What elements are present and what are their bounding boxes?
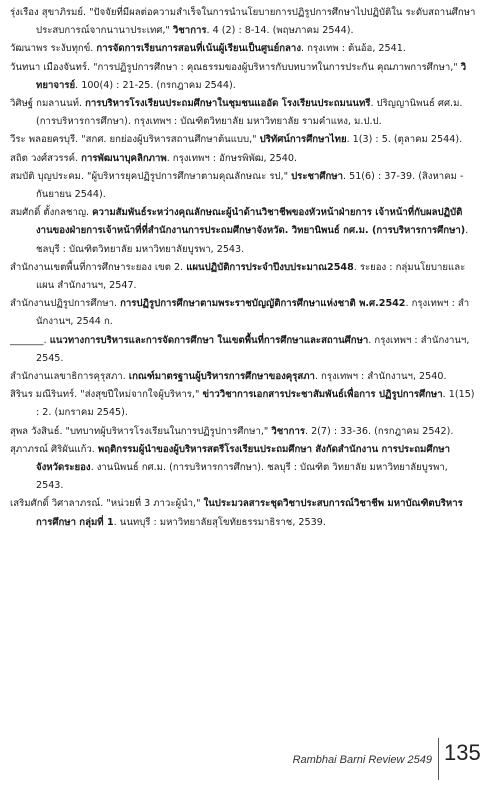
footer-divider <box>438 738 439 780</box>
reference-entry: วันทนา เมืองจันทร์. "การปฏิรูปการศึกษา : คุณธรรมของผู้บริหารกับบทบาทในการประกัน คุณภาพการศึกษา," วิทยาจารย์. 100(4) : 21-25. (กรกฎาคม 2544). <box>10 61 467 91</box>
reference-entry: วีระ พลอยครบุรี. "สกศ. ยกย่องผู้บริหารสถานศึกษาต้นแบบ," ปริทัศน์การศึกษาไทย. 1(3) : 5. (ตุลาคม 2544). <box>10 134 463 146</box>
reference-entry: รุ่งเรือง สุขาภิรมย์. "ปัจจัยที่มีผลต่อความสำเร็จในการนำนโยบายการปฏิรูปการศึกษาไปปฏิบัติใน ระดับสถานศึกษาประสบการณ์จากนานาประเทศ," วิชาการ. 4 (2) : 8-14. (พฤษภาคม 2544). <box>10 7 476 37</box>
page-number: 135 <box>444 740 481 765</box>
reference-entry: สิรินร มณีรินทร์. "ส่งสุขปีใหม่จากใจผู้บริหาร," ข่าววิชาการเอกสารประชาสัมพันธ์เพื่อการ ปฏิรูปการศึกษา. 1(15) : 2. (มกราคม 2545). <box>10 389 475 419</box>
reference-entry: สุภาภรณ์ ศิริผันแก้ว. พฤติกรรมผู้นำของผู้บริหารสตรีโรงเรียนประถมศึกษา สังกัดสำนักงาน การประถมศึกษาจังหวัดระยอง. งานนิพนธ์ กศ.ม. (การบริหารการศึกษา). ชลบุรี : บัณฑิต วิทยาลัย มหาวิทยาลัยบูรพา, 2543. <box>10 443 450 492</box>
reference-entry: สถิต วงศ์สวรรค์. การพัฒนาบุคลิกภาพ. กรุงเทพฯ : อักษรพิพัฒ, 2540. <box>10 152 298 164</box>
reference-entry: สุพล วังสินธ์. "บทบาทผู้บริหารโรงเรียนในการปฏิรูปการศึกษา," วิชาการ. 2(7) : 33-36. (กรกฎาคม 2542). <box>10 425 454 437</box>
reference-entry: สำนักงานเขตพื้นที่การศึกษาระยอง เขต 2. แผนปฏิบัติการประจำปีงบประมาณ2548. ระยอง : กลุ่มนโยบายและแผน สำนักงานฯ, 2547. <box>10 261 466 292</box>
reference-entry: สำนักงานปฏิรูปการศึกษา. การปฏิรูปการศึกษาตามพระราชบัญญัติการศึกษาแห่งชาติ พ.ศ.2542. กรุงเทพฯ : สำนักงานฯ, 2544 ก. <box>10 298 470 328</box>
reference-entry: สำนักงานเลขาธิการคุรุสภา. เกณฑ์มาตรฐานผู้บริหารการศึกษาของคุรุสภา. กรุงเทพฯ : สำนักงานฯ, 2540. <box>10 371 447 383</box>
journal-footer: Rambhai Barni Review 2549 <box>292 754 432 766</box>
reference-entry: สมศักดิ์ ตั้งกลชาญ. ความสัมพันธ์ระหว่างคุณลักษณะผู้นำด้านวิชาชีพของหัวหน้าฝ่ายการ เจ้าหน้าที่กับผลปฏิบัติงานของฝ่ายการเจ้าหน้าที่ที่สำนักงานการประถมศึกษาจังหวัด. วิทยานิพนธ์ กศ.ม. (การบริหารการศึกษา). ชลบุรี : บัณฑิตวิทยาลัย มหาวิทยาลัยบูรพา, 2543. <box>10 207 469 255</box>
reference-entry: สมบัติ บุญประคม. "ผู้บริหารยุคปฏิรูปการศึกษาตามคุณลักษณะ รป," ประชาศึกษา. 51(6) : 37-39. (สิงหาคม - กันยายน 2544). <box>10 170 464 201</box>
reference-entry: _______. แนวทางการบริหารและการจัดการศึกษา ในเขตพื้นที่การศึกษาและสถานศึกษา. กรุงเทพฯ : สำนักงานฯ, 2545. <box>10 334 470 364</box>
reference-list <box>10 4 478 532</box>
reference-entry: เสริมศักดิ์ วิศาลาภรณ์. "หน่วยที่ 3 ภาวะผู้นำ," ในประมวลสาระชุดวิชาประสบการณ์วิชาชีพ มหาบัณฑิตบริหารการศึกษา กลุ่มที่ 1. นนทบุรี : มหาวิทยาลัยสุโขทัยธรรมาธิราช, 2539. <box>10 498 463 528</box>
reference-entry: วิศิษฐ์ กมลานนท์. การบริหารโรงเรียนประถมศึกษาในชุมชนแออัด โรงเรียนประถมนนทรี. ปริญญานิพนธ์ ศศ.ม. (การบริหารการศึกษา). กรุงเทพฯ : บัณฑิตวิทยาลัย มหาวิทยาลัย รามคำแหง, ม.ป.ป. <box>10 98 463 128</box>
reference-entry: วัฒนาพร ระงับทุกข์. การจัดการเรียนการสอนที่เน้นผู้เรียนเป็นศูนย์กลาง. กรุงเทพ : ต้นอ้อ, 2541. <box>10 43 406 55</box>
